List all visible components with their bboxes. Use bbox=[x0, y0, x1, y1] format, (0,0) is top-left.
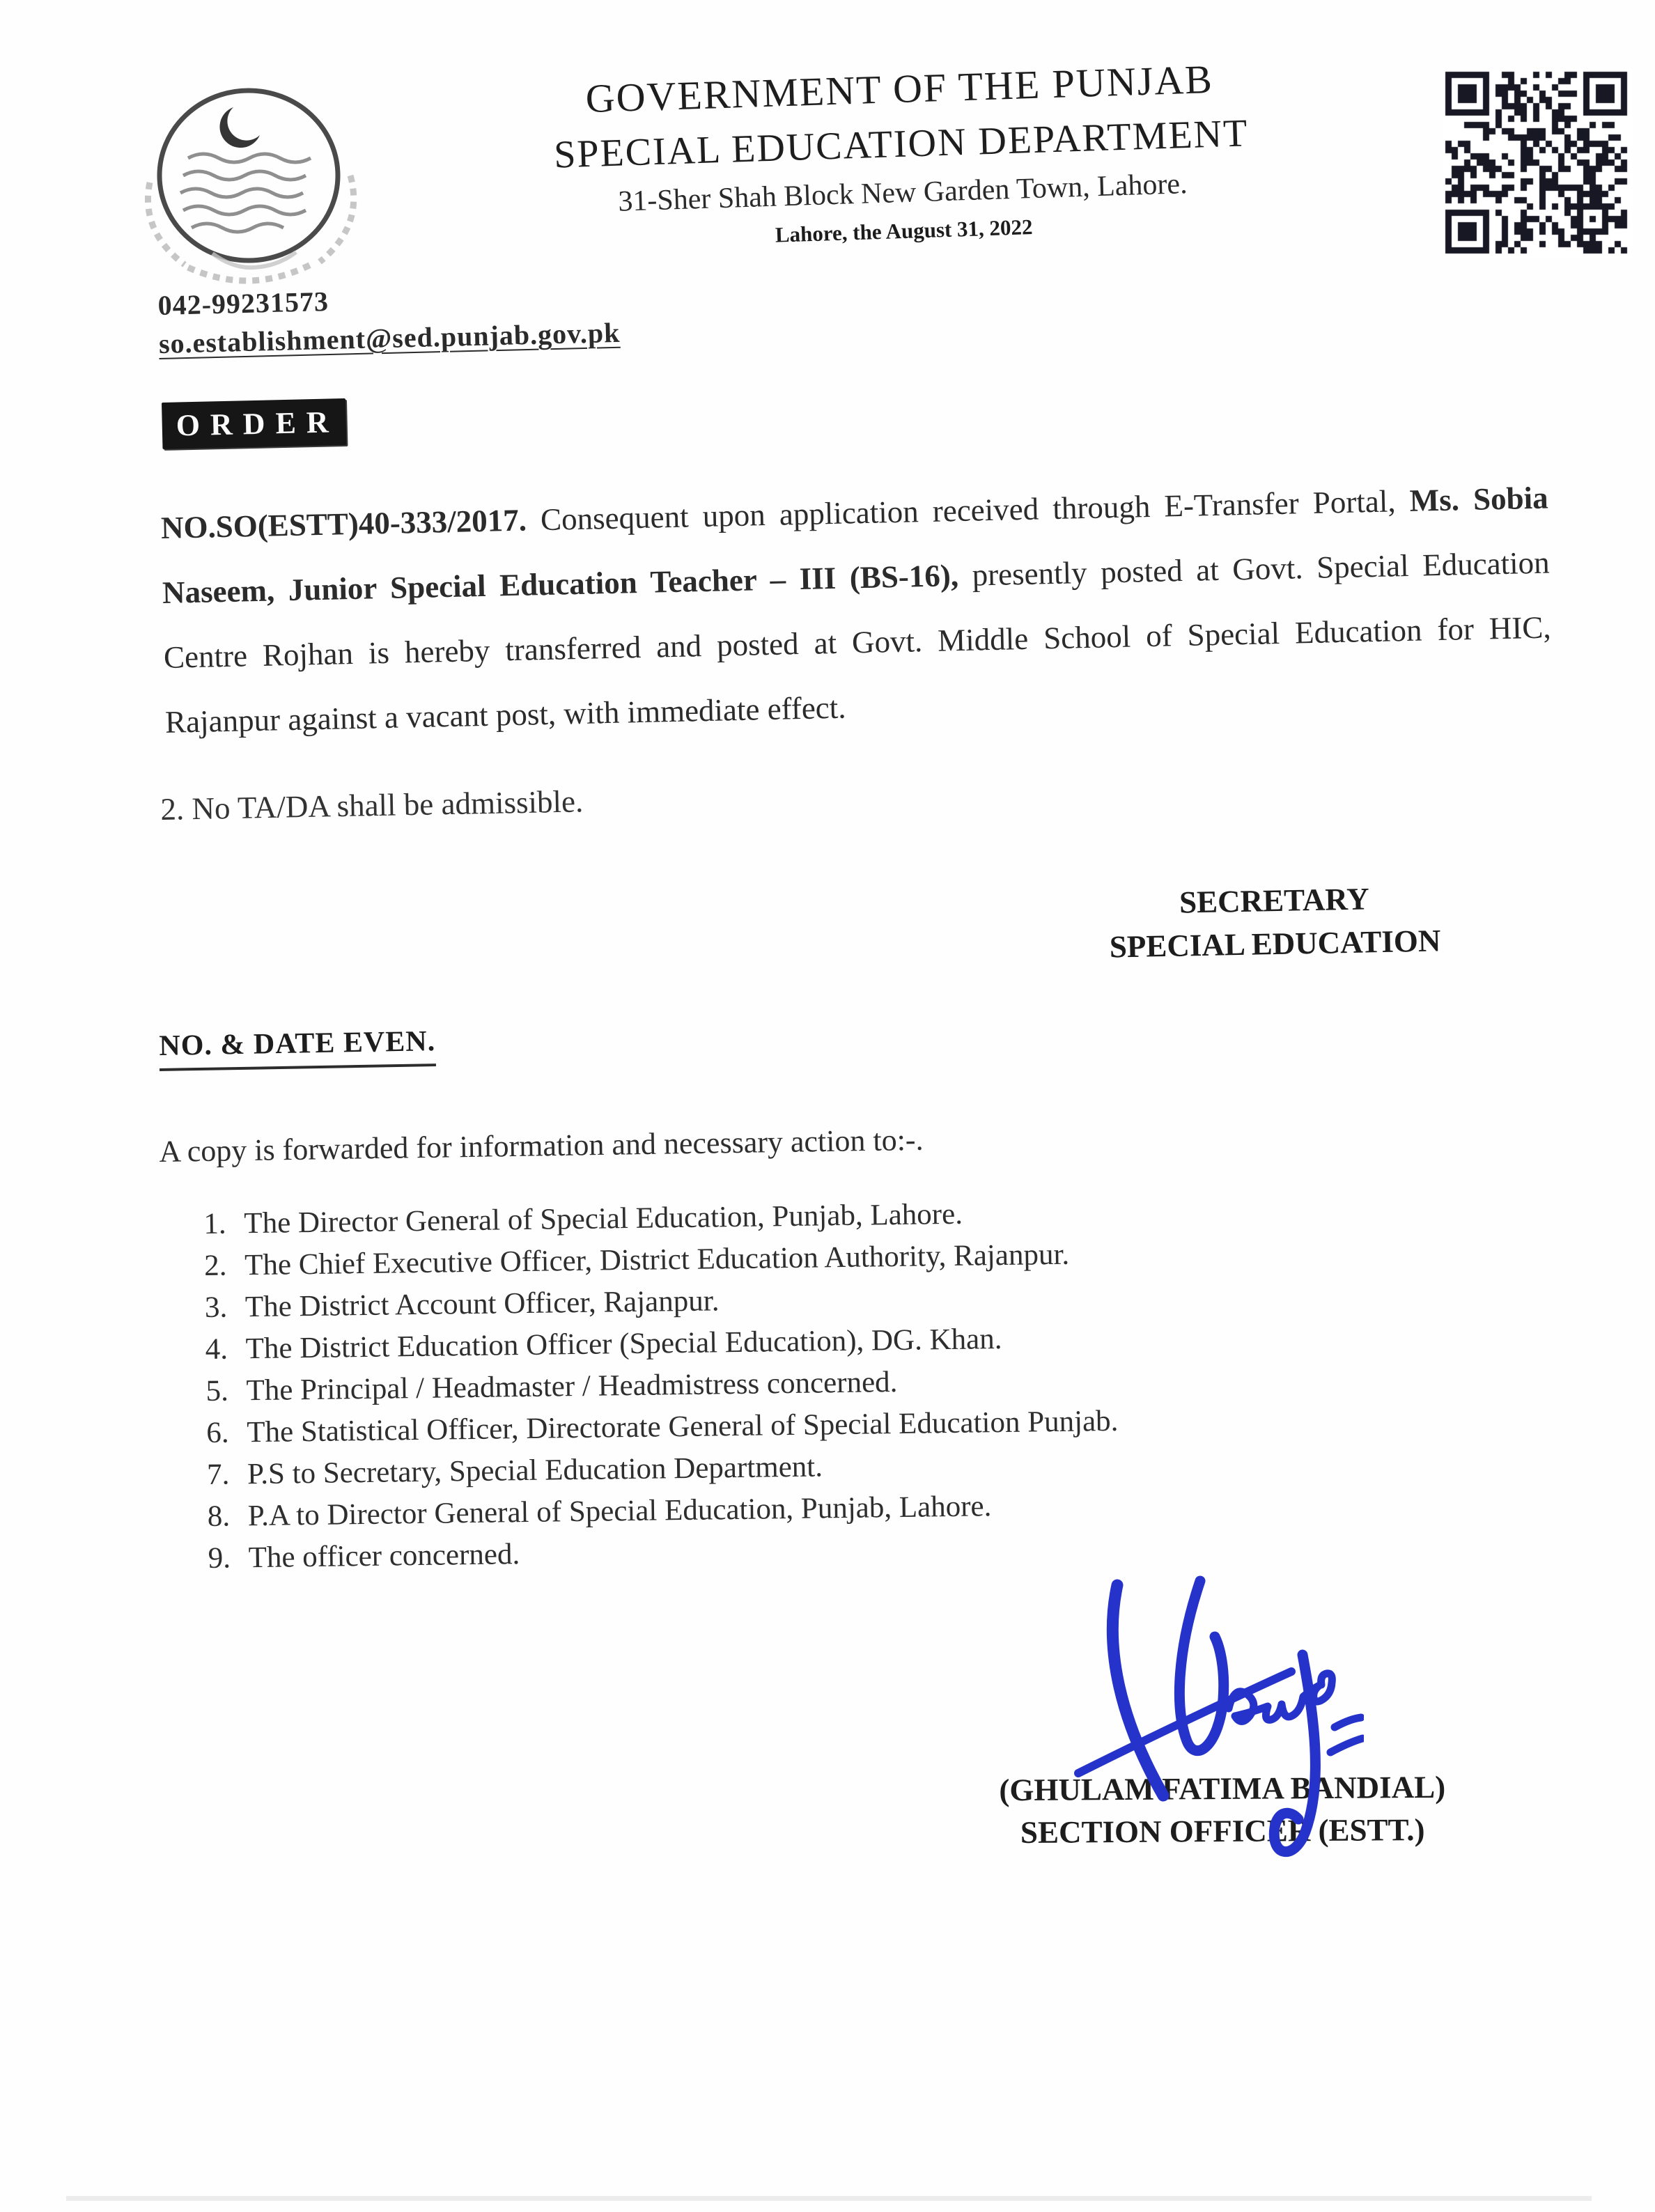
teacher-name-post: Ms. Sobia Naseem, Junior Special Education Teacher – III (BS-16), bbox=[162, 480, 1549, 610]
order-body-2: presently posted at Govt. Special Education Centre Rojhan is hereby transferred and posted at Govt. Middle School of Special Education for HIC, Rajanpur against a vacant post, with immediate effect. bbox=[163, 545, 1552, 740]
item-number: 3. bbox=[204, 1291, 228, 1324]
item-number: 9. bbox=[208, 1541, 231, 1575]
distribution-intro: A copy is forwarded for information and necessary action to:-. bbox=[159, 1122, 924, 1169]
distribution-heading: NO. & DATE EVEN. bbox=[159, 1025, 436, 1071]
item-number: 4. bbox=[205, 1332, 228, 1366]
clause-no-tada: 2. No TA/DA shall be admissible. bbox=[160, 784, 584, 827]
punjab-emblem-logo bbox=[129, 78, 380, 308]
item-text: P.S to Secretary, Special Education Department. bbox=[247, 1450, 823, 1491]
scan-edge-artifact bbox=[66, 2196, 1592, 2201]
authority-line-2: SPECIAL EDUCATION bbox=[1109, 923, 1441, 965]
item-text: The officer concerned. bbox=[248, 1538, 520, 1575]
issuing-authority bbox=[1072, 875, 1477, 969]
signatory-name: (GHULAM FATIMA BANDIAL) bbox=[999, 1769, 1446, 1808]
contact-block bbox=[157, 276, 621, 364]
order-stamp: ORDER bbox=[162, 398, 346, 449]
dept-name: SPECIAL EDUCATION DEPARTMENT bbox=[553, 111, 1250, 177]
item-text: The Chief Executive Officer, District Education Authority, Rajanpur. bbox=[244, 1238, 1070, 1282]
item-text: The Director General of Special Education, Punjab, Lahore. bbox=[244, 1197, 963, 1240]
signatory-title: SECTION OFFICER (ESTT.) bbox=[1020, 1812, 1425, 1851]
item-number: 8. bbox=[207, 1500, 231, 1533]
item-number: 1. bbox=[203, 1207, 226, 1240]
dept-address: 31-Sher Shah Block New Garden Town, Lahore. bbox=[617, 168, 1188, 218]
item-text: The Principal / Headmaster / Headmistress concerned. bbox=[246, 1365, 898, 1408]
distribution-list bbox=[203, 1188, 1392, 1580]
order-paragraph bbox=[160, 466, 1553, 755]
letterhead bbox=[425, 47, 1378, 263]
authority-line-1: SECRETARY bbox=[1179, 881, 1370, 920]
item-number: 5. bbox=[205, 1374, 229, 1408]
handwritten-signature-icon bbox=[1057, 1566, 1364, 1872]
item-text: The Statistical Officer, Directorate General of Special Education Punjab. bbox=[247, 1404, 1119, 1449]
qr-code-icon bbox=[1443, 70, 1633, 259]
item-number: 2. bbox=[203, 1249, 227, 1282]
reference-number: NO.SO(ESTT)40-333/2017. bbox=[160, 502, 527, 545]
item-text: The District Education Officer (Special Education), DG. Khan. bbox=[245, 1323, 1002, 1366]
email-address: so.establishment@sed.punjab.gov.pk bbox=[158, 316, 621, 359]
item-number: 7. bbox=[206, 1458, 230, 1491]
item-text: The District Account Officer, Rajanpur. bbox=[244, 1284, 720, 1324]
item-number: 6. bbox=[206, 1416, 229, 1449]
item-text: P.A to Director General of Special Education, Punjab, Lahore. bbox=[247, 1490, 992, 1533]
phone-number: 042-99231573 bbox=[157, 286, 329, 321]
date-line: Lahore, the August 31, 2022 bbox=[775, 215, 1033, 247]
order-body-1: Consequent upon application received through E-Transfer Portal, bbox=[540, 483, 1397, 538]
org-name: GOVERNMENT OF THE PUNJAB bbox=[584, 56, 1214, 122]
